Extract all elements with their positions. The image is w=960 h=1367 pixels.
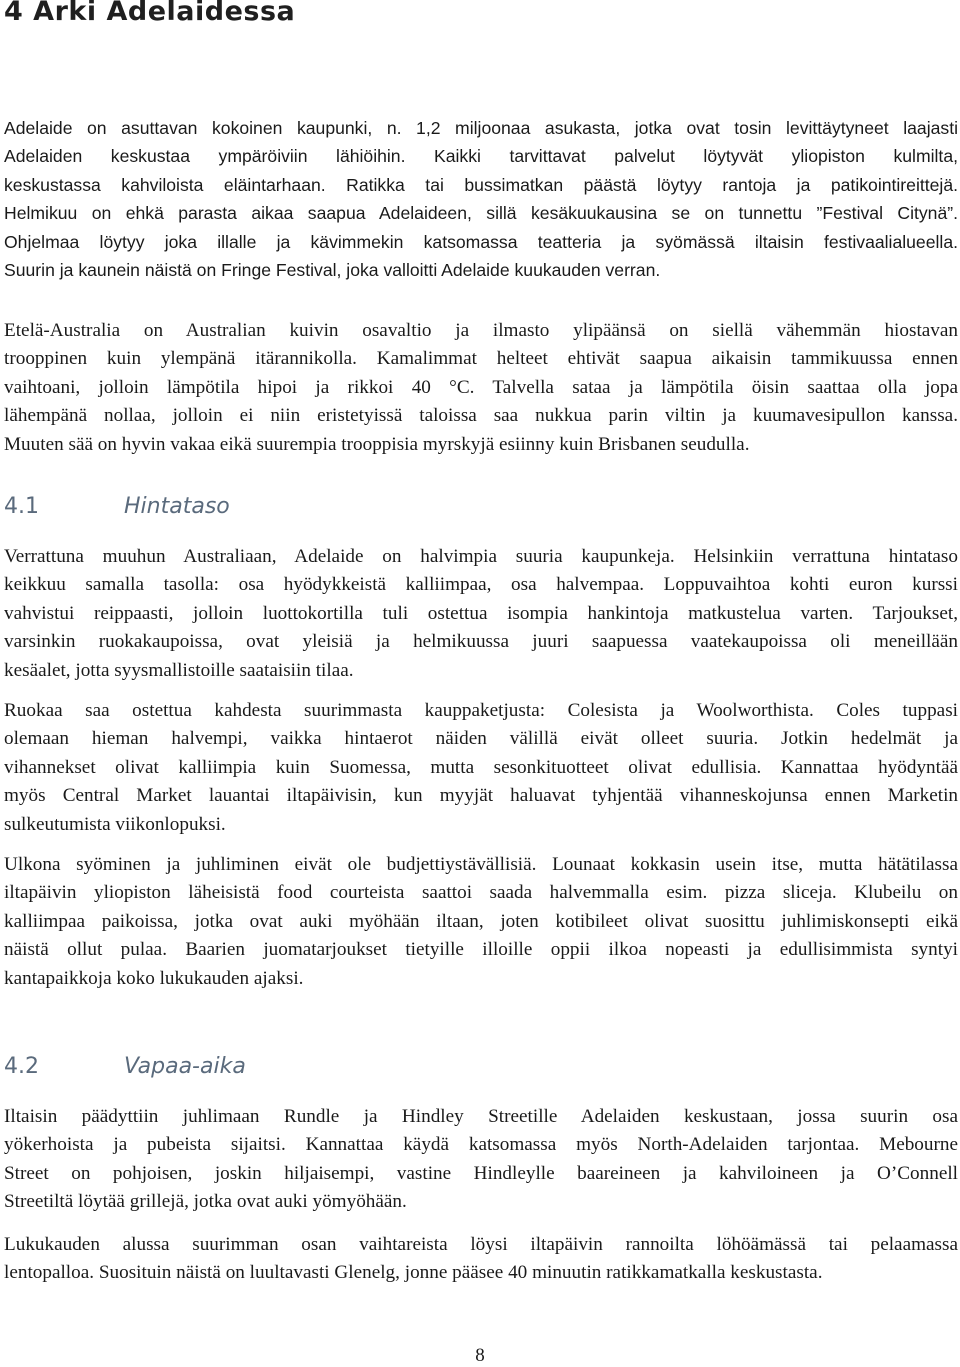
text-line: keikkuu samalla tasolla: osa hyödykkeistä kalliimpaa, osa halvempaa. Loppuvaihtoa kohti euron kurssi [4,574,958,596]
text-line: kalliimpaa paikoissa, jotka ovat auki myöhään iltaan, joten kotibileet olivat suosittu juhlimiskonsepti eikä [4,910,958,932]
text-line: iltapäivin yliopiston läheisistä food courteista saattoi saada halvemmalla esim. pizza sliceja. Klubeilu on [4,882,958,904]
text-line: Ruokaa saa ostettua kahdesta suurimmasta kauppaketjusta: Colesista ja Woolworthista. Coles tuppasi [4,700,958,721]
text-line: lähempänä nollaa, jolloin ei niin eristetyissä taloissa saa nukkua parin viltin ja kuumavesipullon kanssa. [4,405,958,427]
intro-paragraph-2 [4,317,958,459]
text-line: Lukukauden alussa suurimman osan vaihtareista löysi iltapäivin rannoilta löhöämässä tai pelaamassa [4,1234,958,1255]
hintataso-paragraph-1 [4,543,958,685]
text-line: yökerhoista ja pubeista sijaitsi. Kannattaa käydä katsomassa myös North-Adelaiden tarjontaa. Mebourne [4,1134,958,1156]
section-number: 4.1 [4,494,39,519]
text-line: Ulkona syöminen ja juhliminen eivät ole budjettiystävällisiä. Lounaat kokkasin usein itse, mutta hätätilassa [4,854,958,875]
text-line: Muuten sää on hyvin vakaa eikä suurempia trooppisia myrskyjä esiinny kuin Brisbanen seudulla. [4,433,750,455]
chapter-heading: 4 Arki Adelaidessa [4,0,296,27]
vapaa-aika-paragraph-2 [4,1231,958,1288]
text-line: lentopalloa. Suosituin näistä on luultavasti Glenelg, jonne pääsee 40 minuutin ratikkamatkalla keskustasta. [4,1262,823,1284]
text-line: vihannekset olivat kalliimpia kuin Suomessa, mutta sesonkituotteet olivat edullisia. Kannattaa hyödyntää [4,756,958,778]
text-line: Helmikuu on ehkä parasta aikaa saapua Adelaideen, sillä kesäkuukausina se on tunnettu ”Festival Citynä”. [4,203,958,224]
section-heading-4-2 [4,1054,246,1079]
vapaa-aika-paragraph-1 [4,1103,958,1217]
text-line: kesäalet, jotta syysmallistoille saataisiin tilaa. [4,659,354,681]
text-line: Adelaide on asuttavan kokoinen kaupunki, n. 1,2 miljoonaa asukasta, jotka ovat tosin levittäytyneet laajasti [4,118,958,138]
text-line: Streetiltä löytää grillejä, jotka ovat auki yömyöhään. [4,1191,407,1213]
section-number: 4.2 [4,1054,39,1079]
text-line: Etelä-Australia on Australian kuivin osavaltio ja ilmasto ylipäänsä on siellä vähemmän hiostavan [4,320,958,341]
text-line: myös Central Market lauantai iltapäivisin, kun myyjät haluavat tyhjentää vihanneskojunsa ennen Marketin [4,785,958,807]
text-line: Suurin ja kaunein näistä on Fringe Festival, joka valloitti Adelaide kuukauden verran. [4,259,661,280]
text-line: vahvistui reippaasti, jolloin luottokortilla tuli ostettua isompia hankintoja matkustelua varten. Tarjoukset, [4,602,958,624]
text-line: näistä ollut pulaa. Baarien juomatarjoukset tietyille illoille oppii ilkoa nopeasti ja edullisimmista syntyi [4,939,958,961]
text-line: sulkeutumista viikonlopuksi. [4,813,226,835]
text-line: vaihtoani, jolloin lämpötila hipoi ja rikkoi 40 °C. Talvella sataa ja lämpötila öisin saattaa olla jopa [4,376,958,398]
section-heading-4-1 [4,494,230,519]
text-line: varsinkin ruokakaupoissa, ovat yleisiä ja helmikuussa juuri saapuessa vaatekaupoissa oli meneillään [4,631,958,653]
page-number: 8 [475,1345,485,1366]
hintataso-paragraph-3 [4,851,958,993]
text-line: kantapaikkoja koko lukukauden ajaksi. [4,967,304,989]
section-title: Vapaa-aika [124,1054,246,1079]
text-line: Street on pohjoisen, joskin hiljaisempi, vastine Hindleylle baareineen ja kahviloineen ja O’Connell [4,1162,958,1184]
text-line: olemaan hieman halvempi, vaikka hintaerot näiden välillä eivät olleet suuria. Jotkin hedelmät ja [4,728,958,750]
text-line: Iltaisin päädyttiin juhlimaan Rundle ja Hindley Streetille Adelaiden keskustaan, jossa suurin osa [4,1106,958,1127]
section-title: Hintataso [124,494,230,519]
text-line: Verrattuna muuhun Australiaan, Adelaide on halvimpia suuria kaupunkeja. Helsinkiin verrattuna hintataso [4,546,958,567]
text-line: trooppinen kuin ylempänä itärannikolla. Kamalimmat helteet ehtivät saapua aikaisin tammikuussa ennen [4,348,958,370]
text-line: keskustassa kahviloista eläintarhaan. Ratikka tai bussimatkan päästä löytyy rantoja ja patikointireittejä. [4,174,958,195]
text-line: Ohjelmaa löytyy joka illalle ja kävimmekin katsomassa teatteria ja syömässä iltaisin festivaalialueella. [4,231,958,252]
intro-paragraph-1 [4,114,958,284]
hintataso-paragraph-2 [4,697,958,839]
text-line: Adelaiden keskustaa ympäröiviin lähiöihin. Kaikki tarvittavat palvelut löytyvät yliopiston kulmilta, [4,146,958,167]
